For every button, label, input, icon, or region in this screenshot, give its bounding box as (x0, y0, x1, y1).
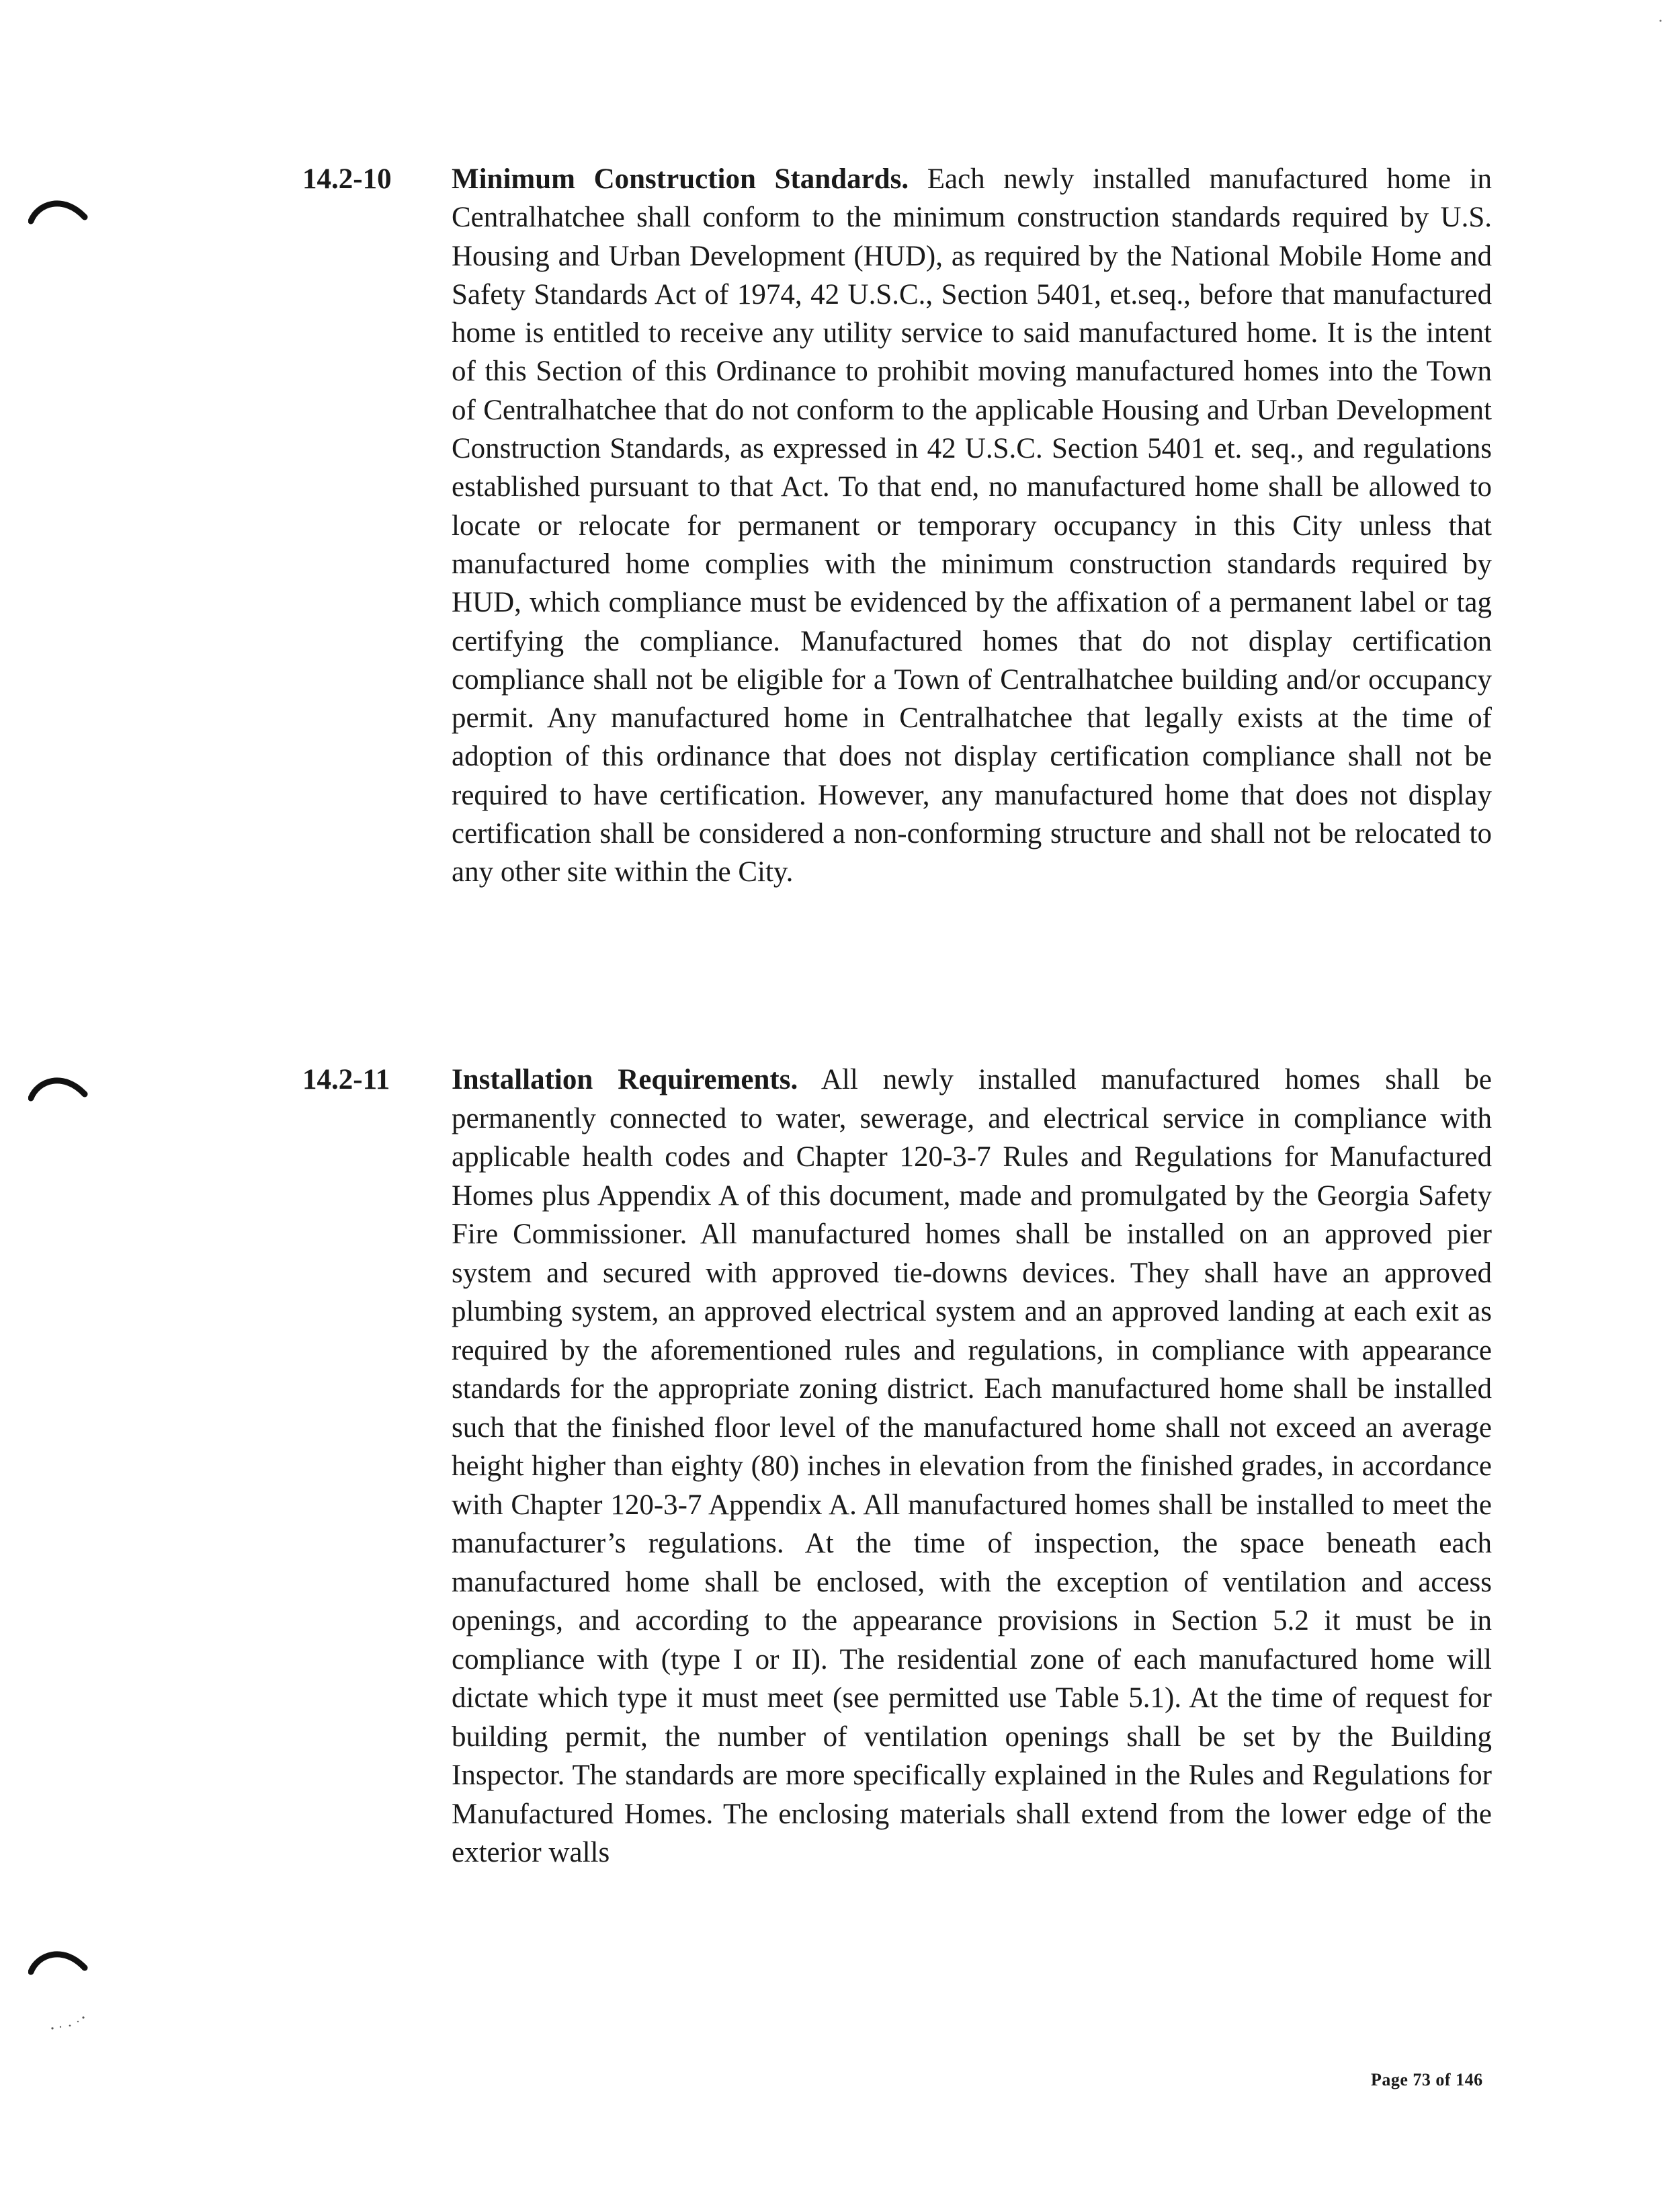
section-text: Each newly installed manufactured home in Centralhatchee shall conform to the minimum construction standards required by U.S. Housing and Urban Development (HUD), as required by the National Mobile Home and Safety Standards Act of 1974, 42 U.S.C., Section 5401, et.seq., before that manufactured home is entitled to receive any utility service to said manufactured home. It is the intent of this Section of this Ordinance to prohibit moving manufactured homes into the Town of Centralhatchee that do not conform to the applicable Housing and Urban Development Construction Standards, as expressed in 42 U.S.C. Section 5401 et. seq., and regulations established pursuant to that Act. To that end, no manufactured home shall be allowed to locate or relocate for permanent or temporary occupancy in this City unless that manufactured home complies with the minimum construction standards required by HUD, which compliance must be evidenced by the affixation of a permanent label or tag certifying the compliance. Manufactured homes that do not display certification compliance shall not be eligible for a Town of Centralhatchee building and/or occupancy permit. Any manufactured home in Centralhatchee that legally exists at the time of adoption of this ordinance that does not display certification compliance shall not be required to have certification. However, any manufactured home that does not display certification shall be considered a non-conforming structure and shall not be relocated to any other site within the City. (452, 163, 1493, 888)
punch-hole-mark-icon (28, 1069, 89, 1102)
punch-hole-mark-icon (28, 192, 89, 225)
section-number: 14.2-11 (302, 1064, 390, 1095)
section-text: All newly installed manufactured homes shall be permanently connected to water, sewerage, and electrical service in compliance with applicable health codes and Chapter 120-3-7 Rules and Regulations for Manufactured Homes plus Appendix A of this document, made and promulgated by the Georgia Safety Fire Commissioner. All manufactured homes shall be installed on an approved pier system and secured with approved tie-downs devices. They shall have an approved plumbing system, an approved electrical system and an approved landing at each exit as required by the aforementioned rules and regulations, in compliance with appearance standards for the appropriate zoning district. Each manufactured home shall be installed such that the finished floor level of the manufactured home shall not exceed an average height higher than eighty (80) inches in elevation from the finished grades, in accordance with Chapter 120-3-7 Appendix A. All manufactured homes shall be installed to meet the manufacturer’s regulations. At the time of inspection, the space beneath each manufactured home shall be enclosed, with the exception of ventilation and access openings, and according to the appearance provisions in Section 5.2 it must be in compliance with (type I or II). The residential zone of each manufactured home will dictate which type it must meet (see permitted use Table 5.1). At the time of request for building permit, the number of ventilation openings shall be set by the Building Inspector. The standards are more specifically explained in the Rules and Regulations for Manufactured Homes. The enclosing materials shall extend from the lower edge of the exterior walls (452, 1064, 1492, 1868)
section-title: Minimum Construction Standards. (452, 163, 909, 195)
punch-hole-mark-icon (28, 1942, 89, 1976)
scan-speck (1658, 19, 1663, 23)
section-body (452, 160, 1492, 892)
section-number: 14.2-10 (302, 163, 392, 195)
page-number-footer: Page 73 of 146 (1371, 2070, 1483, 2089)
section-body (452, 1061, 1492, 1872)
section-title: Installation Requirements. (452, 1064, 798, 1095)
scan-specks (40, 2009, 94, 2036)
